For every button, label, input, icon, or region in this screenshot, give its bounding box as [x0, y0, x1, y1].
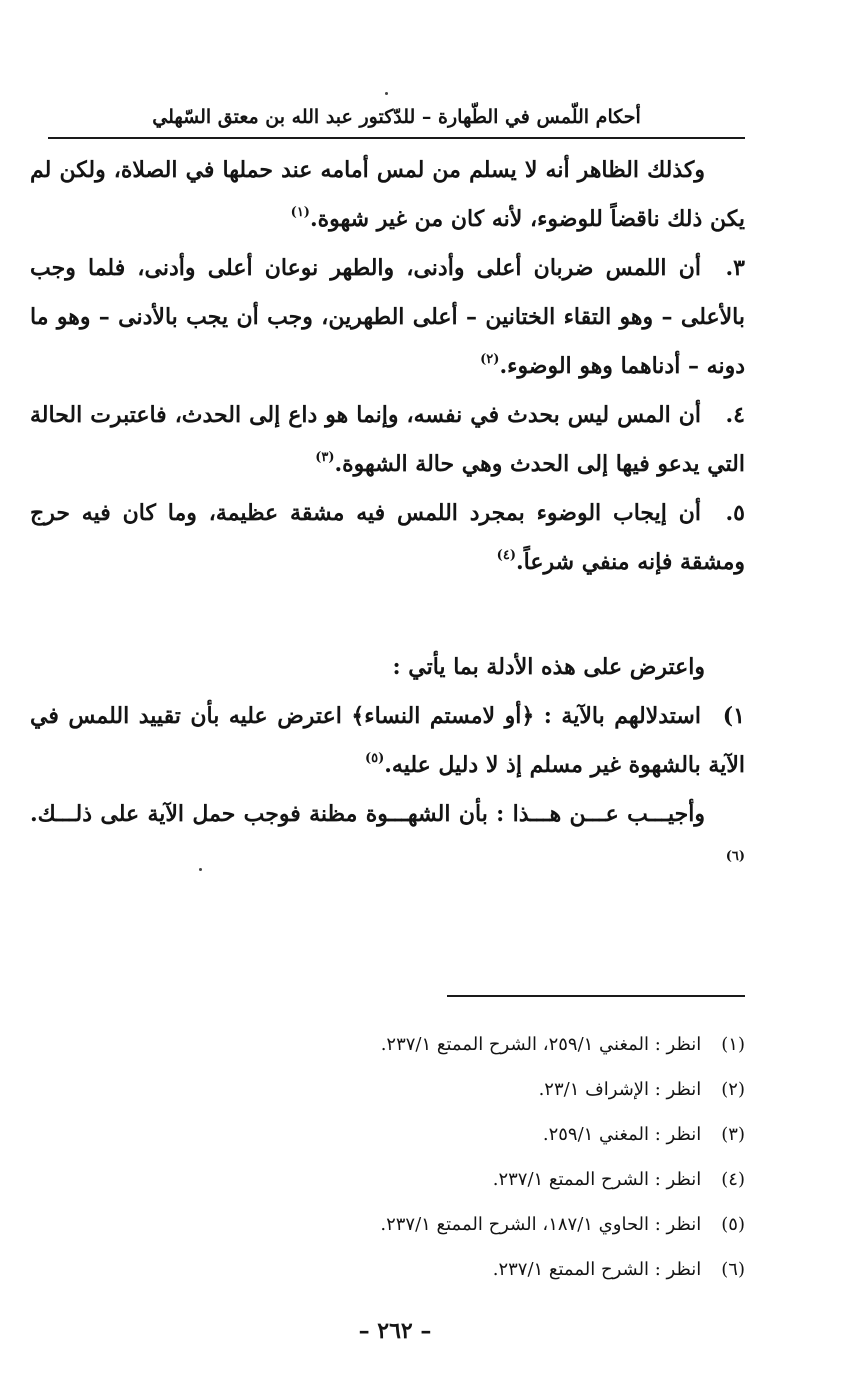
- footnote-text: انظر : الحاوي ١٨٧/١، الشرح الممتع ٢٣٧/١.: [380, 1214, 702, 1235]
- paragraph-5-text: واعترض على هذه الأدلة بما يأتي :: [392, 654, 705, 680]
- paragraph-4: [30, 489, 745, 587]
- footnote-ref-5[interactable]: (٥): [364, 751, 385, 766]
- paragraph-2-text: أن اللمس ضربان أعلى وأدنى، والطهر نوعان أعلى وأدنى، فلما وجب بالأعلى – وهو التقاء الختانين – أعلى الطهرين، وجب أن يجب بالأدنى – وهو ما دونه – أدناهما وهو الوضوء.: [30, 255, 745, 379]
- paragraph-3-text: أن المس ليس بحدث في نفسه، وإنما هو داع إلى الحدث، فاعتبرت الحالة التي يدعو فيها إلى الحدث وهي حالة الشهوة.: [30, 402, 745, 477]
- quran-verse: ﴿أو لامستم النساء﴾: [351, 703, 535, 729]
- paragraph-1: [30, 146, 745, 244]
- footnote-ref-6[interactable]: (٦): [725, 849, 745, 864]
- footnote-text: انظر : الإشراف ٢٣/١.: [538, 1079, 702, 1100]
- header-divider: [48, 137, 745, 139]
- paragraph-4-text: أن إيجاب الوضوء بمجرد اللمس فيه مشقة عظيمة، وما كان فيه حرج ومشقة فإنه منفي شرعاً.: [30, 500, 745, 575]
- footnote-number: (٣): [721, 1124, 745, 1145]
- item-number-3: ٣.: [725, 255, 745, 281]
- footnote-number: (٥): [721, 1214, 745, 1235]
- footnote-text: انظر : المغني ٢٥٩/١.: [542, 1124, 702, 1145]
- footnote-item: [250, 1022, 745, 1067]
- scan-speck: [385, 92, 388, 95]
- paragraph-7-text: وأجيـــب عـــن هـــذا : بأن الشهـــوة مظنة فوجب حمل الآية على ذلـــك.: [30, 801, 705, 827]
- footnote-text: انظر : الشرح الممتع ٢٣٧/١.: [492, 1259, 702, 1280]
- footnote-number: (١): [721, 1034, 745, 1055]
- item-number-5: ٥.: [725, 500, 745, 526]
- paragraph-6: [30, 692, 745, 790]
- footnote-number: (٢): [721, 1079, 745, 1100]
- footnote-item: [250, 1247, 745, 1292]
- page-number: – ٢٦٢ –: [358, 1318, 432, 1344]
- item-number-1: ١): [722, 703, 745, 729]
- footnote-item: [250, 1202, 745, 1247]
- running-header: أحكام اللّمس في الطّهارة – للدّكتور عبد الله بن معتق السّهلي: [152, 106, 641, 128]
- paragraph-6-text-after: اعترض عليه بأن تقييد اللمس في الآية بالشهوة غير مسلم إذ لا دليل عليه.: [30, 703, 745, 778]
- footnote-ref-3[interactable]: (٣): [315, 450, 335, 465]
- footnote-text: انظر : الشرح الممتع ٢٣٧/١.: [492, 1169, 702, 1190]
- footnote-ref-2[interactable]: (٢): [480, 352, 500, 367]
- footnote-divider: [447, 995, 745, 997]
- paragraph-3: [30, 391, 745, 489]
- footnote-ref-4[interactable]: (٤): [496, 548, 516, 563]
- main-text: [30, 146, 745, 888]
- paragraph-5: [30, 643, 745, 692]
- footnote-item: [250, 1067, 745, 1112]
- footnote-number: (٦): [721, 1259, 745, 1280]
- item-number-4: ٤.: [725, 402, 745, 428]
- footnote-number: (٤): [721, 1169, 745, 1190]
- footnote-item: [250, 1157, 745, 1202]
- footnotes-list: [250, 1022, 745, 1292]
- paragraph-2: [30, 244, 745, 391]
- scan-speck: [199, 868, 202, 871]
- paragraph-1-text: وكذلك الظاهر أنه لا يسلم من لمس أمامه عند حملها في الصلاة، ولكن لم يكن ذلك ناقضاً للوضوء، لأنه كان من غير شهوة.: [30, 157, 745, 232]
- footnote-text: انظر : المغني ٢٥٩/١، الشرح الممتع ٢٣٧/١.: [380, 1034, 702, 1055]
- paragraph-6-text-before: استدلالهم بالآية :: [543, 703, 701, 729]
- footnote-item: [250, 1112, 745, 1157]
- paragraph-7: [30, 790, 745, 888]
- paragraph-gap: [30, 587, 745, 643]
- footnote-ref-1[interactable]: (١): [290, 205, 310, 220]
